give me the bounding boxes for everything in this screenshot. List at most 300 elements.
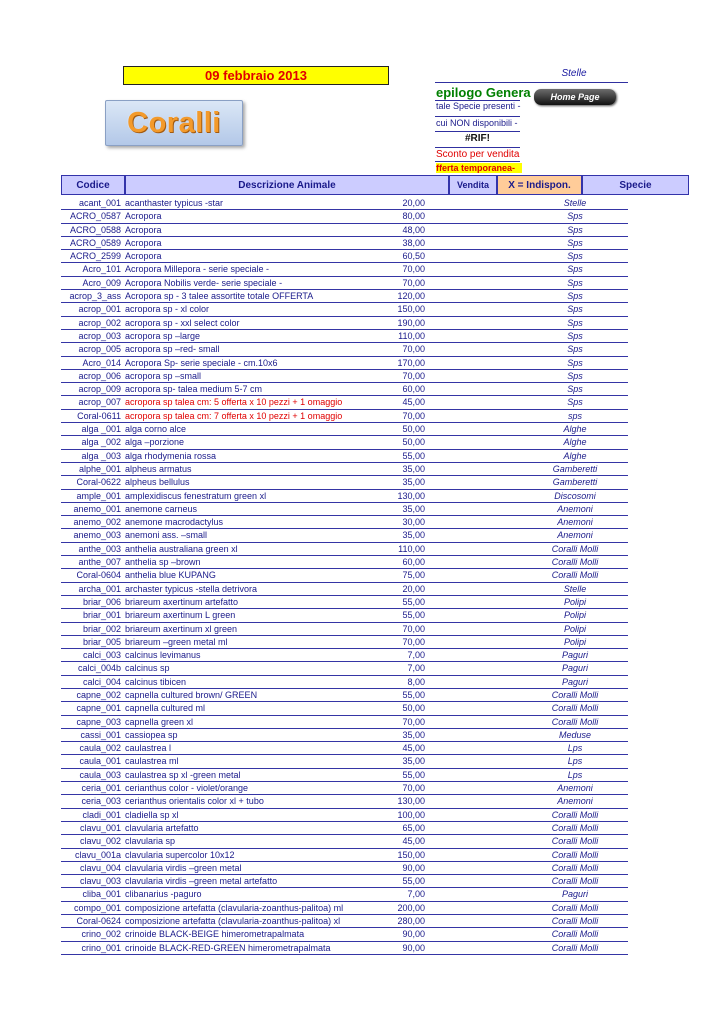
product-description: alga –porzione <box>125 437 185 448</box>
product-species: Sps <box>567 330 583 341</box>
product-description: Acropora <box>125 237 162 248</box>
table-row <box>61 224 628 237</box>
product-description: clavularia virdis –green metal <box>125 862 242 873</box>
product-species: Coralli Molli <box>551 557 599 568</box>
product-code: ACRO_0589 <box>69 237 121 248</box>
logo-text: Coralli <box>127 106 221 139</box>
summary-title: epilogo Genera <box>436 85 531 100</box>
product-price: 45,00 <box>402 397 425 408</box>
table-row <box>61 689 628 702</box>
table-row <box>61 410 628 423</box>
product-species: Anemoni <box>557 796 593 807</box>
table-row <box>61 450 628 463</box>
product-species: Meduse <box>558 729 592 740</box>
product-species: Lps <box>567 769 583 780</box>
product-price: 55,00 <box>402 689 425 700</box>
product-price: 70,00 <box>402 277 425 288</box>
product-price: 35,00 <box>402 463 425 474</box>
table-row <box>61 516 628 529</box>
table-row <box>61 529 628 542</box>
product-species: Alghe <box>563 437 587 448</box>
product-species: Sps <box>567 384 583 395</box>
table-row <box>61 476 628 489</box>
product-species: sps <box>567 410 582 421</box>
product-price: 70,00 <box>402 410 425 421</box>
table-row <box>61 942 628 955</box>
product-description: Acropora <box>125 251 162 262</box>
product-species: Sps <box>567 237 583 248</box>
product-price: 38,00 <box>402 237 425 248</box>
product-price: 70,00 <box>402 623 425 634</box>
product-species: Anemoni <box>557 783 593 794</box>
product-price: 170,00 <box>397 357 425 368</box>
product-price: 150,00 <box>397 304 425 315</box>
table-row <box>61 902 628 915</box>
table-row <box>61 809 628 822</box>
product-species: Sps <box>567 211 583 222</box>
table-row <box>61 330 628 343</box>
product-description: caulastrea sp xl -green metal <box>125 769 241 780</box>
product-price: 60,00 <box>402 557 425 568</box>
product-price: 110,00 <box>398 330 425 341</box>
product-code: ceria_003 <box>81 796 121 807</box>
product-code: briar_005 <box>82 636 121 647</box>
product-code: calci_004 <box>82 676 121 687</box>
product-species: Anemoni <box>557 503 593 514</box>
coralli-logo <box>105 100 243 146</box>
product-species: Alghe <box>563 450 587 461</box>
product-code: calci_004b <box>77 663 121 674</box>
product-code: capne_002 <box>76 689 121 700</box>
table-row <box>61 237 628 250</box>
product-description: clavularia sp <box>125 836 176 847</box>
product-species: Sps <box>567 264 583 275</box>
product-species: Sps <box>567 304 583 315</box>
product-description: Acropora <box>125 211 162 222</box>
table-row <box>61 623 628 636</box>
product-code: Acro_101 <box>82 264 121 275</box>
table-row <box>61 396 628 409</box>
product-code: cassi_001 <box>80 729 121 740</box>
product-code: Coral-0611 <box>77 410 121 421</box>
product-species: Coralli Molli <box>551 703 599 714</box>
product-code: acrop_3_ass <box>69 291 121 302</box>
product-description: clavularia supercolor 10x12 <box>125 849 235 860</box>
table-row <box>61 729 628 742</box>
product-code: Coral-0604 <box>76 570 121 581</box>
product-description: anemoni ass. –small <box>125 530 208 541</box>
product-species: Gamberetti <box>552 477 598 488</box>
product-code: alga _003 <box>81 450 121 461</box>
product-species: Sps <box>567 291 583 302</box>
product-species: Coralli Molli <box>551 809 599 820</box>
product-code: ACRO_0587 <box>69 211 121 222</box>
product-price: 90,00 <box>402 929 425 940</box>
product-price: 70,00 <box>402 344 425 355</box>
table-row <box>61 436 628 449</box>
product-price: 55,00 <box>402 610 425 621</box>
product-price: 50,00 <box>402 437 425 448</box>
product-description: capnella cultured ml <box>125 703 206 714</box>
product-price: 70,00 <box>402 370 425 381</box>
product-description: amplexidiscus fenestratum green xl <box>125 490 267 501</box>
header-species: Specie <box>582 175 689 195</box>
product-description: composizione artefatta (clavularia-zoanthus-palitoa) ml <box>125 902 344 913</box>
product-code: acrop_005 <box>78 344 121 355</box>
product-code: acrop_009 <box>78 384 121 395</box>
product-description: acanthaster typicus -star <box>125 198 224 208</box>
product-description: calcinus tibicen <box>125 676 187 687</box>
product-code: briar_002 <box>82 623 121 634</box>
table-row <box>61 676 628 689</box>
table-row <box>61 862 628 875</box>
product-code: acrop_006 <box>78 370 121 381</box>
product-price: 65,00 <box>402 822 425 833</box>
product-code: caula_003 <box>79 769 121 780</box>
product-species: Coralli Molli <box>551 942 599 953</box>
product-price: 70,00 <box>402 264 425 275</box>
product-description: acropora sp - xxl select color <box>125 317 240 328</box>
header-unavailable: X = Indispon. <box>497 175 582 195</box>
product-code: crino_002 <box>81 929 121 940</box>
product-description: anemone macrodactylus <box>125 517 224 528</box>
product-code: alphe_001 <box>78 463 121 474</box>
product-price: 35,00 <box>402 477 425 488</box>
product-species: Paguri <box>561 650 588 661</box>
product-species: Paguri <box>561 663 588 674</box>
product-description: caulastrea l <box>125 743 172 754</box>
product-species: Coralli Molli <box>551 849 599 860</box>
table-row <box>61 343 628 356</box>
table-row <box>61 423 628 436</box>
product-species: Coralli Molli <box>551 570 599 581</box>
summary-total-species: tale Specie presenti - <box>436 101 521 111</box>
table-row <box>61 490 628 503</box>
table-row <box>61 596 628 609</box>
product-price: 60,00 <box>402 384 425 395</box>
product-species: Sps <box>567 317 583 328</box>
product-price: 45,00 <box>402 836 425 847</box>
product-code: acrop_003 <box>78 330 121 341</box>
product-description: acropora sp –red- small <box>125 344 220 355</box>
home-page-button[interactable]: Home Page <box>534 89 616 105</box>
product-code: cladi_001 <box>82 809 121 820</box>
table-row <box>61 463 628 476</box>
table-row <box>61 928 628 941</box>
product-price: 150,00 <box>397 849 425 860</box>
header-vendita: Vendita <box>449 175 497 195</box>
product-code: ACRO_2599 <box>69 251 121 262</box>
product-species: Coralli Molli <box>551 689 599 700</box>
product-description: crinoide BLACK-BEIGE himerometrapalmata <box>125 929 305 940</box>
table-row <box>61 197 628 210</box>
product-code: anemo_001 <box>73 503 121 514</box>
product-description: acropora sp –large <box>125 330 201 341</box>
product-code: alga _002 <box>81 437 121 448</box>
product-price: 80,00 <box>402 211 425 222</box>
table-header <box>61 175 652 195</box>
product-price: 20,00 <box>402 583 425 594</box>
table-row <box>61 769 628 782</box>
table-row <box>61 755 628 768</box>
product-code: calci_003 <box>82 650 121 661</box>
product-price: 50,00 <box>402 703 425 714</box>
product-price: 60,50 <box>402 251 425 262</box>
product-species: Coralli Molli <box>551 876 599 887</box>
product-species: Sps <box>567 251 583 262</box>
product-description: cassiopea sp <box>125 729 178 740</box>
product-code: acant_001 <box>78 198 121 208</box>
product-description: alpheus bellulus <box>125 477 190 488</box>
summary-unavailable: cui NON disponibili - <box>436 118 518 128</box>
product-code: clavu_001 <box>79 822 121 833</box>
product-price: 100,00 <box>397 809 425 820</box>
product-description: caulastrea ml <box>125 756 179 767</box>
product-description: alga rhodymenia rossa <box>125 450 217 461</box>
product-description: acropora sp –small <box>125 370 202 381</box>
product-species: Polipi <box>563 610 586 621</box>
product-species: Lps <box>567 756 583 767</box>
product-price: 35,00 <box>402 530 425 541</box>
product-price: 75,00 <box>402 570 425 581</box>
table-row <box>61 290 628 303</box>
table-row <box>61 277 628 290</box>
product-description: cladiella sp xl <box>125 809 179 820</box>
table-row <box>61 556 628 569</box>
divider <box>435 131 520 132</box>
product-description: anthelia sp –brown <box>125 557 201 568</box>
date-banner: 09 febbraio 2013 <box>123 66 389 85</box>
table-row <box>61 835 628 848</box>
header-description: Descrizione Animale <box>125 175 449 195</box>
product-description: cerianthus color - violet/orange <box>125 783 249 794</box>
product-price: 55,00 <box>402 596 425 607</box>
product-price: 190,00 <box>397 317 425 328</box>
product-code: ample_001 <box>76 490 121 501</box>
table-row <box>61 822 628 835</box>
product-code: Coral-0624 <box>76 916 121 927</box>
product-price: 50,00 <box>402 424 425 435</box>
product-table <box>61 197 628 955</box>
product-price: 55,00 <box>402 769 425 780</box>
product-code: alga _001 <box>81 424 121 435</box>
product-code: acrop_007 <box>78 397 121 408</box>
product-description: briareum axertinum artefatto <box>125 596 239 607</box>
product-species: Sps <box>567 224 583 235</box>
product-price: 7,00 <box>407 663 425 674</box>
divider <box>435 161 520 162</box>
table-row <box>61 317 628 330</box>
product-species: Gamberetti <box>552 463 598 474</box>
table-row <box>61 702 628 715</box>
product-code: acrop_002 <box>78 317 121 328</box>
product-species: Coralli Molli <box>551 836 599 847</box>
product-description: Acropora sp - 3 talee assortite totale OFFERTA <box>125 291 314 302</box>
product-price: 7,00 <box>407 650 425 661</box>
product-code: Coral-0622 <box>76 477 121 488</box>
product-species: Sps <box>567 397 583 408</box>
product-code: caula_001 <box>79 756 121 767</box>
product-description: briareum –green metal ml <box>125 636 228 647</box>
product-species: Coralli Molli <box>551 929 599 940</box>
product-species: Paguri <box>561 889 588 900</box>
product-description: acropora sp- talea medium 5-7 cm <box>125 384 263 395</box>
product-description: briareum axertinum L green <box>125 610 236 621</box>
product-code: clavu_004 <box>79 862 121 873</box>
product-species: Sps <box>567 344 583 355</box>
table-row <box>61 609 628 622</box>
product-price: 7,00 <box>407 889 425 900</box>
product-price: 48,00 <box>402 224 425 235</box>
table-row <box>61 583 628 596</box>
product-code: compo_001 <box>73 902 121 913</box>
product-code: crino_001 <box>81 942 121 953</box>
product-code: ceria_001 <box>81 783 121 794</box>
product-price: 30,00 <box>402 517 425 528</box>
product-price: 280,00 <box>397 916 425 927</box>
product-price: 35,00 <box>402 756 425 767</box>
product-code: anthe_007 <box>78 557 121 568</box>
product-species: Sps <box>567 370 583 381</box>
product-description: crinoide BLACK-RED-GREEN himerometrapalmata <box>125 942 331 953</box>
table-row <box>61 370 628 383</box>
product-price: 70,00 <box>402 783 425 794</box>
product-description: clavularia virdis –green metal artefatto <box>125 876 278 887</box>
product-price: 130,00 <box>397 490 425 501</box>
product-description: anthelia australiana green xl <box>125 543 238 554</box>
product-species: Polipi <box>563 623 586 634</box>
product-description: anthelia blue KUPANG <box>125 570 216 581</box>
product-species: Coralli Molli <box>551 862 599 873</box>
product-code: briar_001 <box>82 610 121 621</box>
product-description: anemone carneus <box>125 503 198 514</box>
table-row <box>61 543 628 556</box>
product-price: 70,00 <box>402 716 425 727</box>
product-description: Acropora <box>125 224 162 235</box>
table-row <box>61 383 628 396</box>
product-code: caula_002 <box>79 743 121 754</box>
product-code: cliba_001 <box>82 889 121 900</box>
product-description: clavularia artefatto <box>125 822 199 833</box>
product-description: clibanarius -paguro <box>125 889 202 900</box>
product-description: briareum axertinum xl green <box>125 623 238 634</box>
product-price: 130,00 <box>397 796 425 807</box>
product-description: capnella cultured brown/ GREEN <box>125 689 258 700</box>
product-code: capne_001 <box>76 703 121 714</box>
summary-ref-error: #RIF! <box>465 133 490 144</box>
top-species-label: Stelle <box>561 68 587 79</box>
product-description: archaster typicus -stella detrivora <box>125 583 258 594</box>
summary-temporary-offer: fferta temporanea- <box>436 163 522 173</box>
product-price: 35,00 <box>402 729 425 740</box>
product-price: 8,00 <box>407 676 425 687</box>
table-row <box>61 303 628 316</box>
product-code: clavu_003 <box>79 876 121 887</box>
table-row <box>61 849 628 862</box>
product-code: anthe_003 <box>78 543 121 554</box>
product-price: 110,00 <box>398 543 425 554</box>
divider <box>435 147 520 148</box>
product-price: 90,00 <box>402 862 425 873</box>
table-row <box>61 503 628 516</box>
product-description: calcinus levimanus <box>125 650 201 661</box>
table-row <box>61 357 628 370</box>
product-code: ACRO_0588 <box>69 224 121 235</box>
table-row <box>61 636 628 649</box>
product-description: composizione artefatta (clavularia-zoanthus-palitoa) xl <box>125 916 341 927</box>
product-description: Acropora Nobilis verde- serie speciale - <box>125 277 283 288</box>
product-species: Coralli Molli <box>551 716 599 727</box>
product-description: calcinus sp <box>125 663 170 674</box>
product-price: 70,00 <box>402 636 425 647</box>
product-description: acropora sp - xl color <box>125 304 210 315</box>
product-price: 55,00 <box>402 876 425 887</box>
product-species: Sps <box>567 277 583 288</box>
product-species: Sps <box>567 357 583 368</box>
product-price: 45,00 <box>402 743 425 754</box>
product-code: anemo_002 <box>73 517 121 528</box>
product-species: Stelle <box>563 198 587 208</box>
product-price: 20,00 <box>402 198 425 208</box>
table-row <box>61 875 628 888</box>
product-species: Lps <box>567 743 583 754</box>
product-code: briar_006 <box>82 596 121 607</box>
product-price: 55,00 <box>402 450 425 461</box>
product-price: 120,00 <box>397 291 425 302</box>
table-row <box>61 888 628 901</box>
table-row <box>61 795 628 808</box>
product-species: Anemoni <box>557 517 593 528</box>
summary-panel <box>435 83 531 175</box>
product-code: Acro_009 <box>82 277 121 288</box>
product-species: Stelle <box>563 583 587 594</box>
product-species: Alghe <box>563 424 587 435</box>
table-row <box>61 782 628 795</box>
product-species: Coralli Molli <box>551 916 599 927</box>
product-code: acrop_001 <box>78 304 121 315</box>
product-species: Polipi <box>563 596 586 607</box>
product-code: capne_003 <box>76 716 121 727</box>
table-row <box>61 915 628 928</box>
product-description: cerianthus orientalis color xl + tubo <box>125 796 264 807</box>
product-species: Coralli Molli <box>551 543 599 554</box>
divider <box>435 116 520 117</box>
table-row <box>61 250 628 263</box>
product-price: 35,00 <box>402 503 425 514</box>
table-row <box>61 210 628 223</box>
table-row <box>61 569 628 582</box>
product-description: alpheus armatus <box>125 463 192 474</box>
product-code: anemo_003 <box>73 530 121 541</box>
product-species: Discosomi <box>554 490 596 501</box>
product-code: archa_001 <box>78 583 121 594</box>
product-price: 90,00 <box>402 942 425 953</box>
product-description: alga corno alce <box>125 424 187 435</box>
product-species: Coralli Molli <box>551 822 599 833</box>
product-description: Acropora Millepora - serie speciale - <box>125 264 270 275</box>
table-row <box>61 263 628 276</box>
product-code: clavu_001a <box>74 849 121 860</box>
product-species: Coralli Molli <box>551 902 599 913</box>
product-description: Acropora Sp- serie speciale - cm.10x6 <box>125 357 278 368</box>
summary-discount: Sconto per vendita <box>436 149 520 160</box>
product-description: acropora sp talea cm: 7 offerta x 10 pezzi + 1 omaggio <box>125 410 343 421</box>
product-species: Polipi <box>563 636 586 647</box>
product-code: clavu_002 <box>79 836 121 847</box>
product-description: capnella green xl <box>125 716 194 727</box>
product-description: acropora sp talea cm: 5 offerta x 10 pezzi + 1 omaggio <box>125 397 343 408</box>
header-code: Codice <box>61 175 125 195</box>
